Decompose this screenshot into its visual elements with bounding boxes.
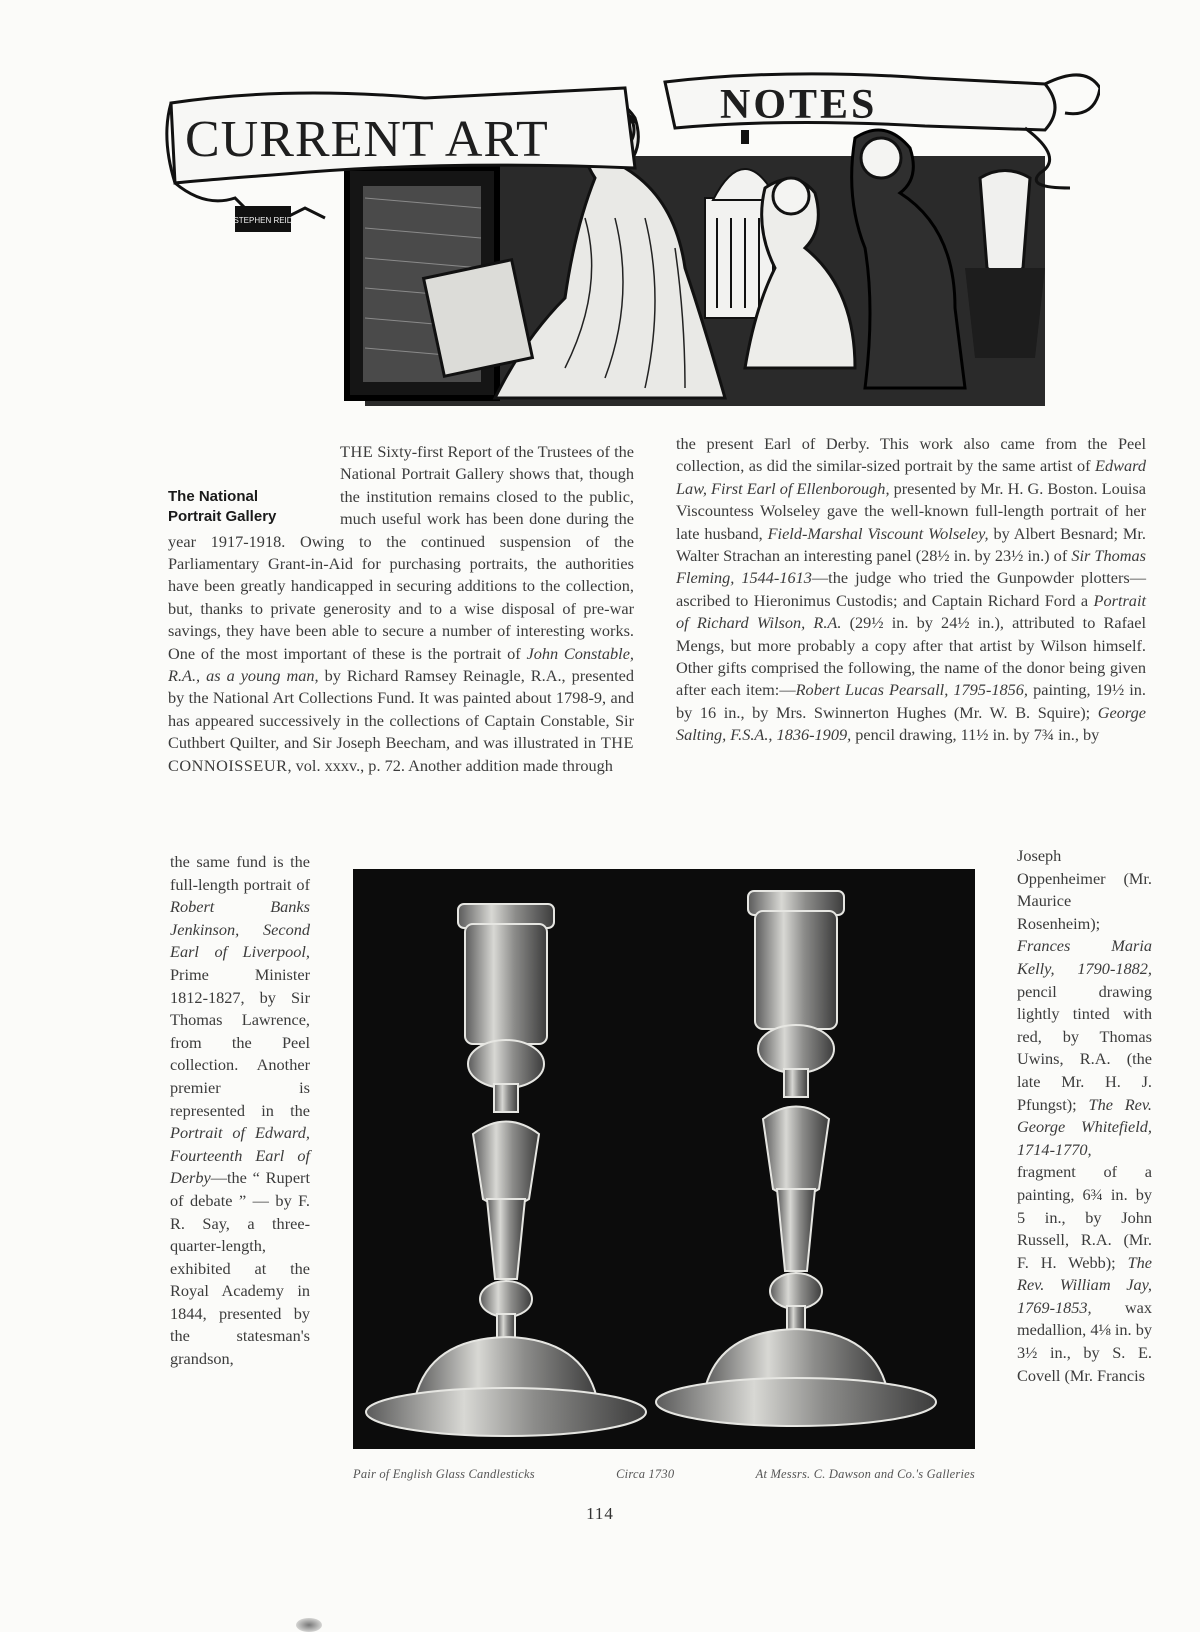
artwork-title: The Rev. George Whitefield, 1714-1770, [1017, 1094, 1152, 1159]
text-run: pencil drawing, 11½ in. by 7¾ in., by [855, 725, 1100, 745]
text-run: the present Earl of Derby. This work also came from the Peel collection, as did the similar-sized portrait by the same artist of [676, 434, 1146, 476]
artwork-title: The Rev. William Jay, 1769-1853, [1017, 1252, 1152, 1317]
artwork-title: Portrait of Edward, Fourteenth Earl of Derby [170, 1123, 310, 1188]
right-column-top [676, 433, 1146, 747]
text-run: painting, 19½ in. by 16 in., by Mrs. Swinnerton Hughes (Mr. W. B. Squire); [676, 680, 1146, 722]
text-run: —the “ Rupert of debate ” — by F. R. Say, a three-quarter-length, exhibited at the Royal Academy in 1844, presented by the statesman's grandson, [170, 1168, 310, 1369]
paragraph-right-continued [1017, 845, 1152, 1387]
artwork-title: Portrait of Richard Wilson, R.A. [676, 590, 1146, 633]
text-run: by Richard Ramsey Reinagle, R.A., presented by the National Art Collections Fund. It was painted about 1798-9, and has appeared successively in the collections of Captain Constable, Sir Cuthbert Quilter, and Sir Joseph Beecham, and was illustrated in [168, 666, 634, 753]
caption-date: Circa 1730 [616, 1467, 675, 1481]
artwork-title: John Constable, R.A., as a young man, [168, 643, 635, 686]
paragraph-right [676, 433, 1146, 747]
text-run: Prime Minister 1812-1827, by Sir Thomas Lawrence, from the Peel collection. Another premier is represented in the [170, 964, 310, 1120]
drawing-board [424, 260, 533, 377]
text-run: (29½ in. by 24½ in.), attributed to Rafael Mengs, but more probably a copy after that artist by Wilson himself. Other gifts comprised the following, the name of the donor being given after each item:— [676, 613, 1146, 700]
text-run: , vol. xxxv., p. 72. Another addition made through [287, 755, 613, 775]
text-run: Joseph Oppenheimer (Mr. Maurice Rosenheim); [1017, 846, 1152, 933]
text-run: pencil drawing lightly tinted with red, by Thomas Uwins, R.A. (the late Mr. H. J. Pfungst); [1017, 981, 1152, 1114]
text-run: presented by Mr. H. G. Boston. Louisa Viscountess Wolseley gave the well-known full-length portrait of her late husband, [676, 478, 1146, 543]
text-run: by Albert Besnard; Mr. Walter Strachan an interesting panel (28½ in. by 23½ in.) of [676, 523, 1147, 566]
artwork-title: Sir Thomas Fleming, 1544-1613 [676, 546, 1146, 588]
sidenote [168, 487, 328, 527]
figure-caption [353, 1467, 975, 1487]
text-run: Sixty-first Report of the Trustees of the National Portrait Gallery shows that, though the institution remains closed to the public, much useful work has been done during the year 1917-1918. Owing to the continued suspension of the Parliamentary Grant-in-Aid for purchasing portraits, the authorities have been greatly handicapped in securing additions to the collection, but, thanks to private generosity and to a wise disposal of pre-war savings, they have been able to secure a number of interesting works. One of the most important of these is the portrait of [168, 442, 634, 663]
page-number: 114 [586, 1504, 614, 1523]
artwork-title: Field-Marshal Viscount Wolseley, [767, 523, 989, 543]
signature-text: STEPHEN REID [233, 216, 293, 225]
text-run: fragment of a painting, 6¾ in. by 5 in., by John Russell, R.A. (Mr. F. H. Webb); [1017, 1162, 1152, 1272]
candlestick-right [656, 891, 936, 1426]
caption-credit: At Messrs. C. Dawson and Co.'s Galleries [755, 1467, 975, 1481]
artwork-title: Frances Maria Kelly, 1790-1882, [1017, 936, 1152, 978]
text-run: the same fund is the full-length portrait of [170, 852, 310, 894]
urn [980, 171, 1030, 276]
title-left: CURRENT ART [185, 111, 549, 168]
text-run: —the judge who tried the Gunpowder plotters—ascribed to Hieronimus Custodis; and Captain Richard Ford a [676, 568, 1147, 610]
paragraph-continued [170, 851, 310, 1371]
artwork-title: Edward Law, First Earl of Ellenborough, [676, 456, 1146, 498]
sidenote-line1: The National [168, 488, 259, 505]
header-illustration [165, 68, 1100, 408]
candlestick-left [366, 904, 646, 1436]
paragraph-lead: THE [340, 442, 374, 461]
artwork-title: Robert Banks Jenkinson, Second Earl of Liverpool, [170, 897, 310, 962]
left-column-top [168, 441, 634, 777]
title-right: NOTES [720, 82, 878, 128]
right-column-narrow [1017, 845, 1152, 1387]
caption-title: Pair of English Glass Candlesticks [353, 1467, 535, 1481]
text-run: wax medallion, 4⅛ in. by 3½ in., by S. E. Covell (Mr. Francis [1017, 1297, 1152, 1385]
magazine-name: THE CONNOISSEUR [168, 733, 634, 775]
artwork-title: George Salting, F.S.A., 1836-1909, [676, 702, 1146, 745]
left-column-narrow [170, 851, 310, 1371]
artwork-title: Robert Lucas Pearsall, 1795-1856, [795, 680, 1029, 700]
candlesticks-photo [353, 869, 975, 1449]
sidenote-line2: Portrait Gallery [168, 508, 277, 525]
